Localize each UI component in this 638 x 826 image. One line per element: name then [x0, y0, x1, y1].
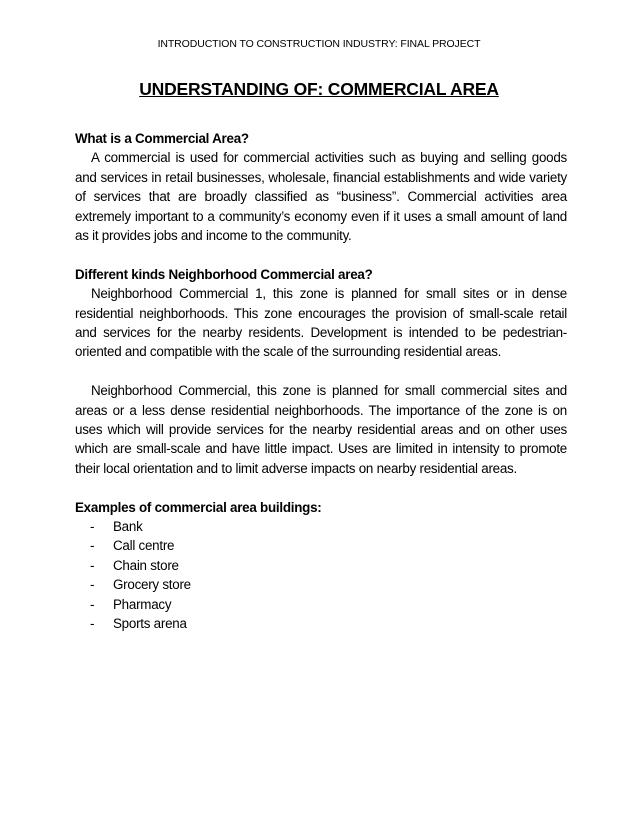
list-dash: - [90, 596, 95, 612]
section-heading: What is a Commercial Area? [75, 131, 249, 146]
list-item-text: Pharmacy [113, 596, 172, 612]
page-title: UNDERSTANDING OF: COMMERCIAL AREA [139, 79, 499, 99]
spacer [75, 245, 567, 264]
list-dash: - [90, 538, 95, 554]
section-heading: Examples of commercial area buildings: [75, 499, 322, 515]
list-item-text: Call centre [113, 538, 175, 554]
list-item-text: Chain store [113, 557, 179, 573]
examples-list [75, 517, 567, 633]
list-dash: - [90, 557, 95, 573]
paragraph: A commercial is used for commercial activities such as buying and selling goods and services in retail businesses, wholesale, financial establishments and wide variety of services that are broadly classified as “business”. Commercial activities area extremely important to a community’s economy even if it uses a small amount of land as it provides jobs and income to the community. [75, 150, 567, 244]
section-examples [75, 498, 567, 634]
list-item [90, 595, 567, 614]
list-item [90, 575, 567, 594]
spacer [75, 362, 567, 381]
spacer [75, 478, 567, 497]
list-item-text: Grocery store [113, 577, 191, 593]
list-item [90, 536, 567, 555]
page-header: INTRODUCTION TO CONSTRUCTION INDUSTRY: FINAL PROJECT [157, 38, 481, 50]
list-dash: - [90, 616, 95, 632]
list-dash: - [90, 577, 95, 593]
paragraph: Neighborhood Commercial, this zone is planned for small commercial sites and areas or a less dense residential neighborhoods. The importance of the zone is on uses which will provide services for the nearby residential areas and on other uses which are small-scale and have little impact. Uses are limited in intensity to promote their local orientation and to limit adverse impacts on nearby residential areas. [75, 383, 567, 476]
list-item [90, 517, 567, 536]
list-item [90, 614, 567, 633]
paragraph: Neighborhood Commercial 1, this zone is planned for small sites or in dense residential neighborhoods. This zone encourages the provision of small-scale retail and services for the nearby residents. Development is intended to be pedestrian-oriented and compatible with the scale of the surrounding residential areas. [75, 286, 567, 360]
document-body [75, 129, 567, 634]
section-neighborhood-commercial [75, 265, 567, 478]
section-heading: Different kinds Neighborhood Commercial area? [75, 266, 373, 282]
section-what-is-commercial-area [75, 129, 567, 245]
list-item-text: Sports arena [113, 616, 187, 632]
list-dash: - [90, 519, 95, 535]
list-item-text: Bank [113, 519, 143, 535]
list-item [90, 556, 567, 575]
